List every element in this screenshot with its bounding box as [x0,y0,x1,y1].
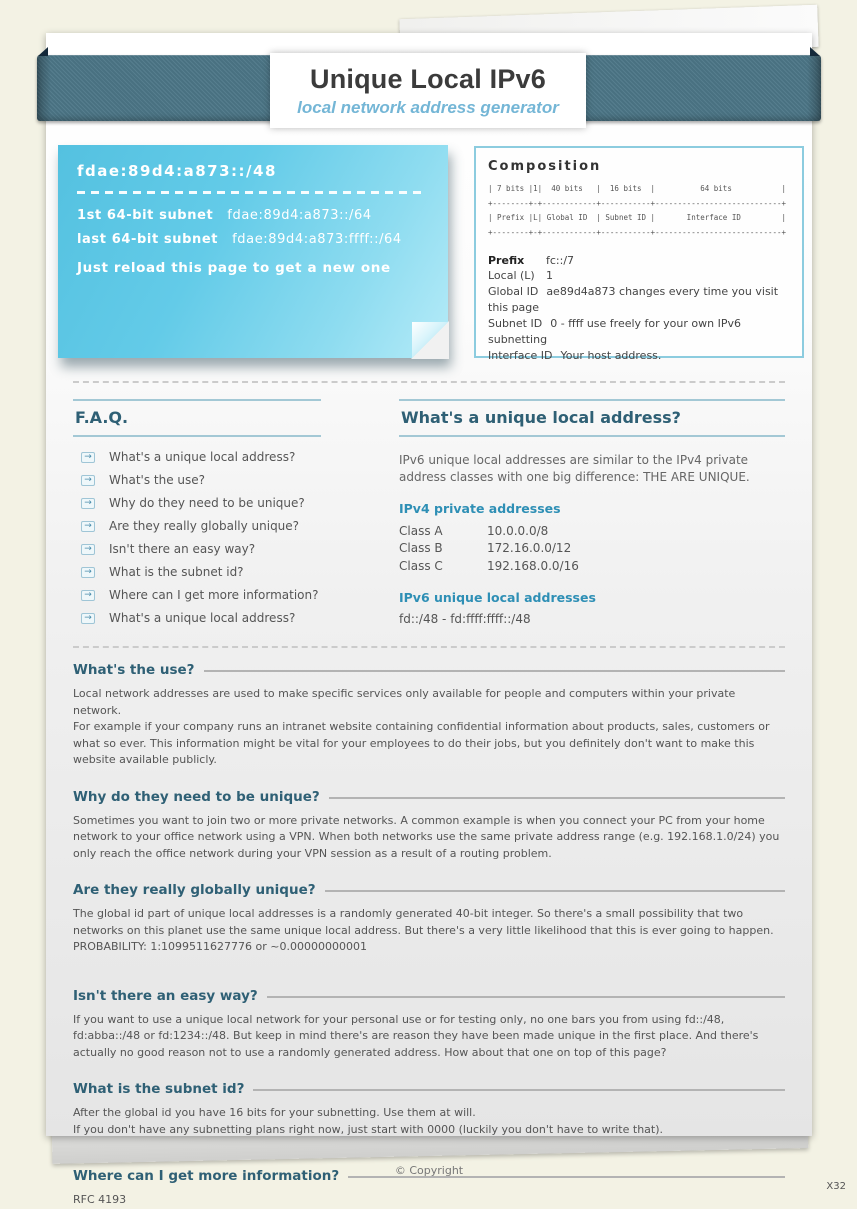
legend-label: Prefix [488,253,525,267]
faq-link-subnet-id[interactable]: What is the subnet id? [109,565,244,579]
section-heading: Isn't there an easy way? [73,987,258,1004]
class-range: 172.16.0.0/12 [487,541,572,556]
faq-item [81,588,321,602]
ipv4-subheading: IPv4 private addresses [399,501,561,517]
generated-prefix: fdae:89d4:a873::/48 [77,162,277,180]
faq-column [73,399,321,634]
section-paragraph: If you want to use a unique local network for your personal use or for testing only, no one bars you from using fd::/48, fd:abba::/48 or fd:1234::/48. But keep in mind there's are reason they have been made unique in the first place. And there's actually no good reason not to use a randomly generated address. How about that one on top of this page? [73,1012,759,1059]
section-subnet-id [73,1081,785,1138]
last-subnet-value: fdae:89d4:a873:ffff::/64 [232,232,402,247]
class-row [399,540,785,557]
section-paragraph: If you don't have any subnetting plans right now, just start with 0000 (luckily you don't have to write that). [73,1122,664,1136]
section-really-globally-unique [73,882,785,956]
section-paragraph: The global id part of unique local addresses is a randomly generated 40-bit integer. So there's a small possibility that two networks on this planet use the same unique local address. But there's a very little likelihood that this is ever going to happen. PROBABILITY: 1:1099511627776 or ~0.00000000001 [73,907,774,953]
faq-item [81,450,321,464]
heading-rule [267,996,785,998]
class-range: 192.168.0.0/16 [487,558,579,573]
section-heading: What's the use? [73,662,195,678]
arrow-bullet-icon: → [81,613,95,624]
section-heading: Are they really globally unique? [73,882,316,898]
article-heading: What's a unique local address? [399,399,785,437]
section-heading: What is the subnet id? [73,1081,245,1097]
diagram-line: +--------+-+------------+-----------+----------------------------+ [488,198,787,208]
class-row [399,558,785,575]
heading-rule [325,890,785,892]
arrow-bullet-icon: → [81,590,95,601]
heading-rule [204,670,786,672]
legend-label: Subnet ID [488,317,543,331]
section-whats-the-use [73,662,785,769]
faq-link-unique-local-address-2[interactable]: What's a unique local address? [109,611,296,625]
legend-label: Global ID [488,285,539,299]
arrow-bullet-icon: → [81,475,95,486]
arrow-bullet-icon: → [81,521,95,532]
section-heading-row [73,662,785,678]
arrow-bullet-icon: → [81,567,95,578]
first-subnet-label: 1st 64-bit subnet [77,208,214,223]
faq-link-why-unique[interactable]: Why do they need to be unique? [109,496,305,510]
dashed-separator-bottom [73,646,785,648]
article-intro: IPv6 unique local addresses are similar to the IPv4 private address classes with one big difference: THE ARE UNIQUE. [399,453,750,485]
faq-item [81,565,321,579]
diagram-line: | 7 bits |1| 40 bits | 16 bits | 64 bits | [488,184,787,193]
page-title: Unique Local IPv6 [310,63,546,94]
arrow-bullet-icon: → [81,498,95,509]
faq-answer-sections [73,662,785,1209]
class-label: Class B [399,541,443,556]
first-subnet-value: fdae:89d4:a873::/64 [227,208,372,223]
diagram-line: +--------+-+------------+-----------+----------------------------+ [488,227,787,237]
faq-link-more-information[interactable]: Where can I get more information? [109,588,319,602]
faq-item [81,611,321,625]
section-paragraph: Local network addresses are used to make specific services only available for people and computers within your private network. [73,687,736,717]
faq-item [81,542,321,556]
dashed-separator-top [73,381,785,383]
ipv6-range: fd::/48 - fd:ffff:ffff::/48 [399,612,531,627]
section-heading-row [73,1081,785,1097]
diagram-line: | Prefix |L| Global ID | Subnet ID | Interface ID | [488,213,787,223]
section-paragraph: RFC 4193 [73,1193,127,1206]
class-row [399,523,785,540]
section-paragraph: Sometimes you want to join two or more private networks. A common example is when you connect your PC from your home network to your office network using a VPN. When both networks use the same private address range (e.g. 192.168.1.0/24) you only reach the office network during your VPN session as a result of a routing problem. [73,813,780,860]
class-range: 10.0.0.0/8 [487,524,549,539]
legend-label: Local (L) [488,269,535,283]
class-label: Class C [399,558,443,573]
article-column [399,399,785,634]
section-easy-way [73,988,785,1062]
faq-link-unique-local-address[interactable]: What's a unique local address? [109,450,296,464]
section-paragraph: After the global id you have 16 bits for your subnetting. Use them at will. [73,1106,476,1119]
section-heading-row [73,789,785,805]
faq-link-really-globally-unique[interactable]: Are they really globally unique? [109,519,300,533]
faq-item [81,519,321,533]
legend-value: fc::/7 [546,253,575,267]
legend-value: 1 [546,269,553,283]
section-paragraph: For example if your company runs an intranet website containing confidential information about products, sales, customers or what so ever. This information might be vital for your employees to do their jobs, but you definitely don't want to make this website available publicly. [73,720,770,766]
faq-item [81,496,321,510]
section-heading-row [73,988,785,1004]
reload-hint: Just reload this page to get a new one [77,260,391,276]
copyright-footer: © Copyright [394,1164,464,1177]
ipv6-subheading: IPv6 unique local addresses [399,590,596,606]
section-heading: Where can I get more information? [73,1168,340,1184]
legend-value: Your host address. [560,349,662,363]
class-label: Class A [399,524,443,539]
faq-heading: F.A.Q. [73,399,321,437]
page-content [46,33,812,1209]
ipv4-class-table [399,523,785,575]
heading-rule [253,1089,785,1091]
section-heading: Why do they need to be unique? [73,788,320,805]
arrow-bullet-icon: → [81,544,95,555]
page-subtitle: local network address generator [297,97,559,117]
watermark-label: X32 [826,1181,846,1192]
legend-value: ae89d4a873 changes every time you visit this page [488,285,779,315]
section-why-unique [73,789,785,863]
section-heading-row [73,882,785,898]
legend-value: 0 - ffff use freely for your own IPv6 subnetting [488,317,741,347]
faq-article-columns [73,399,785,634]
faq-link-whats-the-use[interactable]: What's the use? [109,473,206,487]
faq-link-easy-way[interactable]: Isn't there an easy way? [109,542,256,556]
heading-rule [329,797,785,799]
legend-label: Interface ID [488,349,553,363]
faq-item [81,473,321,487]
composition-heading: Composition [488,159,602,174]
faq-list [73,450,321,625]
site-title-box [270,53,586,128]
arrow-bullet-icon: → [81,452,95,463]
last-subnet-label: last 64-bit subnet [77,232,219,247]
